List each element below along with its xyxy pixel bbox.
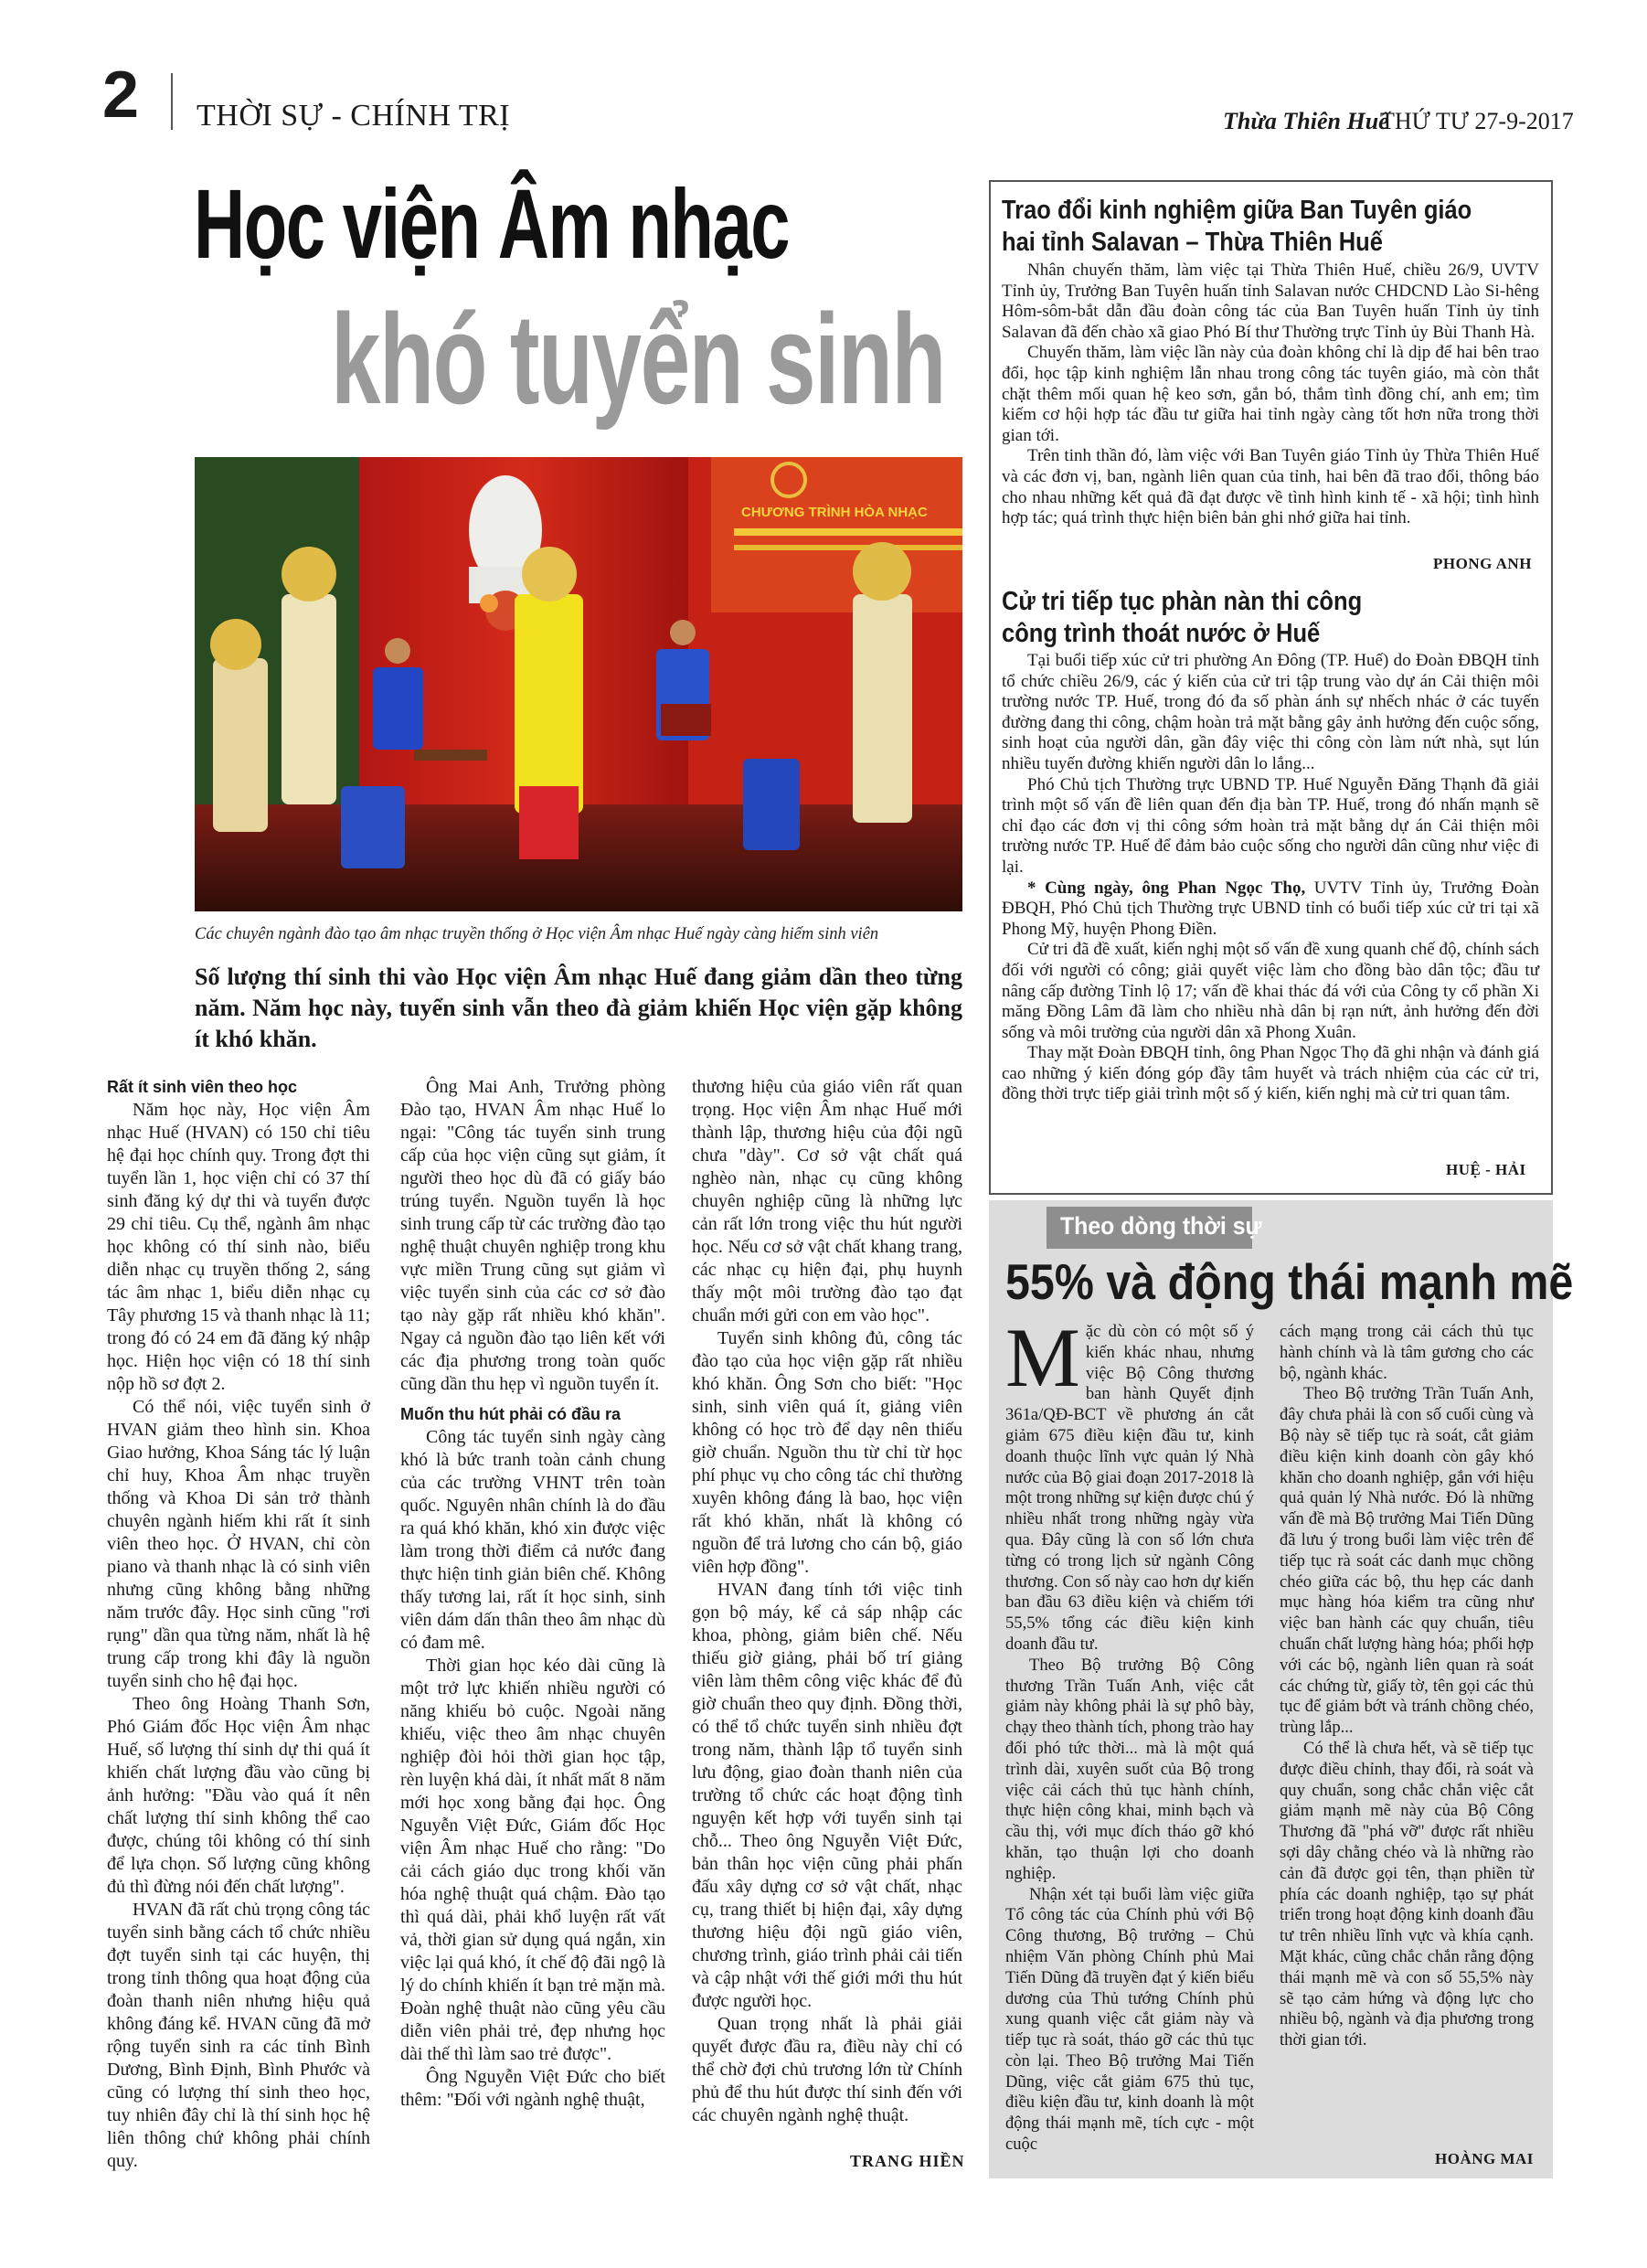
article-column-1 (107, 1076, 370, 2173)
paragraph: HVAN đã rất chủ trọng công tác tuyển sinh bằng cách tổ chức nhiều đợt tuyển sinh tại các huyện, thị trong tỉnh thông qua hoạt động của đoàn thanh niên nhưng hiệu quả không đáng kể. HVAN cũng đã mở rộng tuyển sinh ra các tỉnh Bình Dương, Bình Định, Bình Phước và cũng có lượng thí sinh theo học, tuy nhiên đây chỉ là thí sinh học hệ liên thông chứ không phải chính quy. (107, 1900, 370, 2171)
paragraph: Nhận xét tại buổi làm việc giữa Tổ công tác của Chính phủ với Bộ Công thương, Bộ trưởng – Chủ nhiệm Văn phòng Chính phủ Mai Tiến Dũng đã truyền đạt ý kiến biểu dương của Thủ tướng Chính phủ xung quanh việc cắt giảm này và tiếp tục rà soát, tháo gỡ các thủ tục còn lại. Theo Bộ trưởng Mai Tiến Dũng, việc cắt giảm 675 thủ tục, điều kiện đầu tư, kinh doanh là một động thái mạnh mẽ, tích cực - một cuộc (1005, 1884, 1254, 2155)
paragraph: Cử tri đã đề xuất, kiến nghị một số vấn đề xung quanh chế độ, chính sách đối với người có công; giải quyết việc làm cho đồng bào dân tộc; đầu tư nâng cấp đường Tỉnh lộ 17; vấn đề khai thác đá với của Công ty cổ phần Xi măng Đồng Lâm đã làm cho nhiều nhà dân bị rạn nứt, ảnh hưởng đến đời sống và môi trường của người dân xã Phong Xuân. (1002, 940, 1539, 1042)
commentary-label: Theo dòng thời sự (1060, 1212, 1262, 1240)
commentary-title: 55% và động thái mạnh mẽ (1005, 1253, 1574, 1310)
paragraph-rest: UVTV Tỉnh ủy, Trưởng Đoàn ĐBQH, Phó Chủ tịch Thường trực UBND tỉnh có buổi tiếp xúc cử tri tại xã Phong Mỹ, huyện Phong Điền. (1002, 878, 1539, 939)
article-column-2 (400, 1076, 665, 2112)
news-1-title (1002, 195, 1472, 259)
paragraph: Ông Mai Anh, Trưởng phòng Đào tạo, HVAN Âm nhạc Huế lo ngại: "Công tác tuyển sinh trung cấp của học viện cũng sụt giảm, ít người theo học dù đã có giấy báo trúng tuyển. Nguồn tuyển là học sinh trung cấp từ các trường đào tạo nghệ thuật chuyên nghiệp trong khu vực miền Trung cũng sụt giảm vì việc tuyển sinh của các cơ sở đào tạo này gặp rất nhiều khó khăn". Ngay cả nguồn đào tạo liên kết với các địa phương trong toàn quốc cũng dần thu hẹp vì nguồn tuyển ít. (400, 1077, 665, 1394)
commentary-author: HOÀNG MAI (1435, 2150, 1534, 2167)
paragraph: Theo Bộ trưởng Trần Tuấn Anh, đây chưa phải là con số cuối cùng và Bộ này sẽ tiếp tục rà soát, cắt giảm điều kiện kinh doanh còn gây khó khăn cho doanh nghiệp, gắn với hiệu quả quản lý Nhà nước. Đó là những vấn đề mà Bộ trưởng Mai Tiến Dũng đã lưu ý trong buổi làm việc trên để tiếp tục rà soát các danh mục chồng chéo giữa các bộ, thu hẹp các danh mục hàng hóa kiểm tra cũng như việc ban hành các quy chuẩn, tiêu chuẩn chất lượng hàng hóa; phối hợp với các bộ, ngành liên quan rà soát các chứng từ, giấy tờ, tên gọi các thủ tục để giảm bớt và tránh chồng chéo, trùng lắp... (1280, 1384, 1534, 1738)
paragraph: Thời gian học kéo dài cũng là một trở lực khiến nhiều người có năng khiếu bỏ cuộc. Ngoài năng khiếu, việc theo âm nhạc chuyên nghiệp đòi hỏi thời gian học tập, rèn luyện khá dài, ít nhất mất 8 năm mới học xong bằng đại học. Ông Nguyễn Việt Đức, Giám đốc Học viện Âm nhạc Huế cho rằng: "Do cải cách giáo dục trong khối văn hóa nghệ thuật quá chậm. Đào tạo thì quá dài, phải khổ luyện rất vất vả, thời gian sử dụng quá ngắn, xin việc lại quá khó, ít chế độ đãi ngộ là lý do chính khiến ít bạn trẻ mặn mà. Đoàn nghệ thuật nào cũng yêu cầu diễn viên phải trẻ, đẹp nhưng học dài thế thì làm sao trẻ được". (400, 1656, 665, 2064)
commentary-column-2 (1280, 1322, 1534, 2051)
paragraph: Công tác tuyển sinh ngày càng khó là bức tranh toàn cảnh chung của các trường VHNT trên toàn quốc. Nguyên nhân chính là do đầu ra quá khó khăn, khó xin được việc làm trong thời điểm cả nước đang thực hiện tinh giản biên chế. Không thấy tương lai, rất ít học sinh, sinh viên dám dấn thân theo âm nhạc dù có đam mê. (400, 1427, 665, 1653)
article-photo (195, 457, 962, 911)
paragraph (1002, 878, 1539, 941)
bold-lead-in: * Cùng ngày, ông Phan Ngọc Thọ, (1027, 878, 1306, 898)
news-2-author: HUỆ - HẢI (1446, 1161, 1526, 1178)
paragraph: ặc dù còn có một số ý kiến khác nhau, nhưng việc Bộ Công thương ban hành Quyết định 361a/QĐ-BCT về phương án cắt giảm 675 điều kiện đầu tư, kinh doanh thuộc lĩnh vực quản lý Nhà nước của Bộ giai đoạn 2017-2018 là một trong những sự kiện được chú ý nhiều nhất trong những ngày vừa qua. Đây cũng là con số lớn chưa từng có trong lịch sử ngành Công thương. Con số này cao hơn dự kiến ban đầu 63 điều kiện và chiếm tới 55,5% tổng các điều kiện kinh doanh đầu tư. (1005, 1322, 1254, 1654)
paragraph: Có thể là chưa hết, và sẽ tiếp tục được điều chỉnh, thay đổi, rà soát và quy chuẩn, song chắc chắn việc cắt giảm mạnh mẽ này của Bộ Công Thương đã "phá vỡ" được rất nhiều sợi dây chằng chéo và là những rào cản đã được gọi tên, thạn phiền từ phía các doanh nghiệp, tạo sự phát triển trong hoạt động kinh doanh đầu tư trên nhiều lĩnh vực và khía cạnh. Mặt khác, cũng chắc chắn rằng động thái mạnh mẽ và con số 55,5% này sẽ tạo cảm hứng và động lực cho nhiều bộ, ngành và địa phương trong thời gian tới. (1280, 1738, 1534, 2050)
page-number: 2 (102, 59, 140, 132)
drop-cap: M (1005, 1311, 1080, 1404)
news-2-title-line-2: công trình thoát nước ở Huế (1002, 619, 1321, 648)
paragraph: Năm học này, Học viện Âm nhạc Huế (HVAN) có 150 chỉ tiêu hệ đại học chính quy. Trong đợt thi tuyển lần 1, học viện chỉ có 37 thí sinh đăng ký dự thi và tuyển được 29 chỉ tiêu. Cụ thể, ngành âm nhạc học không có thí sinh nào, biểu diễn nhạc cụ truyền thống 2, sáng tác âm nhạc 1, biểu diễn nhạc cụ Tây phương 15 và thanh nhạc là 11; trong đó có 24 em đã đăng ký nhập học. Hiện học viện có 18 thí sinh nộp hồ sơ đợt 2. (107, 1100, 370, 1394)
subheading: Rất ít sinh viên theo học (107, 1078, 298, 1096)
newspaper-name: Thừa Thiên Huế (1223, 108, 1389, 134)
headline-line-2: khó tuyển sinh (331, 287, 945, 431)
news-1-body (1002, 261, 1539, 529)
news-2-body (1002, 651, 1539, 1105)
news-2-title-line-1: Cử tri tiếp tục phàn nàn thi công (1002, 587, 1363, 616)
paragraph: Quan trọng nhất là phải giải quyết được đầu ra, điều này chỉ có thể chờ đợi chủ trương lớn từ Chính phủ để thu hút được thí sinh đến với các chuyên ngành nghệ thuật. (692, 2014, 962, 2125)
subheading: Muốn thu hút phải có đầu ra (400, 1405, 621, 1423)
paragraph: Trên tinh thần đó, làm việc với Ban Tuyên giáo Tỉnh ủy Thừa Thiên Huế và các đơn vị, ban, ngành liên quan của tỉnh, hai bên đã trao đổi, thông báo cho nhau những kết quả đã đạt được về tình hình kinh tế - xã hội; tình hình hợp tác; quá trình thực hiện biên bản ghi nhớ giữa hai tỉnh. (1002, 446, 1539, 528)
photo-caption: Các chuyên ngành đào tạo âm nhạc truyền thống ở Học viện Âm nhạc Huế ngày càng hiếm sinh viên (195, 925, 879, 943)
photo-banner-text: CHƯƠNG TRÌNH HÒA NHẠC (741, 505, 928, 520)
paragraph: Thay mặt Đoàn ĐBQH tỉnh, ông Phan Ngọc Thọ đã ghi nhận và đánh giá cao những ý kiến đóng góp đầy tâm huyết và trách nhiệm của các cử tri, đồng thời trực tiếp giải trình một số ý kiến, kiến nghị mà cử tri quan tâm. (1002, 1043, 1539, 1104)
headline-line-1: Học viện Âm nhạc (194, 168, 790, 279)
paragraph: Tuyển sinh không đủ, công tác đào tạo của học viện gặp rất nhiều khó khăn. Ông Sơn cho biết: "Học sinh, sinh viên quá ít, giảng viên không có học trò để dạy nên thiếu giờ chuẩn. Nguồn thu từ chỉ từ học phí phục vụ cho công tác chỉ thường xuyên không đáng là bao, học viện rất khó khăn, nhất là không có nguồn để trả lương cho cán bộ, giáo viên hợp đồng". (692, 1328, 962, 1577)
paragraph: Tại buổi tiếp xúc cử tri phường An Đông (TP. Huế) do Đoàn ĐBQH tỉnh tổ chức chiều 26/9, các ý kiến của cử tri tập trung vào dự án Cải thiện môi trường nước TP. Huế, trong đó đa số phàn ánh sự nhếch nhác ở các tuyến đường đang thi công, chậm hoàn trả mặt bằng gây ảnh hưởng đến cuộc sống, sinh hoạt của người dân, gần đây việc thi công còn làm nứt nhà, sụt lún nhiều tuyến đường khiến người dân lo lắng... (1002, 651, 1539, 773)
news-1-title-line-2: hai tỉnh Salavan – Thừa Thiên Huế (1002, 228, 1383, 257)
paragraph: thương hiệu của giáo viên rất quan trọng. Học viện Âm nhạc Huế mới thành lập, thương hiệu của đội ngũ chưa "dày". Cơ sở vật chất quá nghèo nàn, nhạc cụ cũng không chuyên nghiệp cũng là những lực cản rất lớn trong việc thu hút người học. Nếu cơ sở vật chất khang trang, các nhạc cụ hiện đại, phụ huynh thấy một môi trường đào tạo đạt chuẩn mới gửi con em vào học". (692, 1077, 962, 1326)
article-author: TRANG HIỀN (850, 2152, 965, 2170)
paragraph: HVAN đang tính tới việc tinh gọn bộ máy, kể cả sáp nhập các khoa, phòng, giảm biên chế. Nếu thiếu giờ giảng, phải bố trí giảng viên làm thêm công việc khác để đủ giờ chuẩn theo quy định. Đồng thời, có thể tổ chức tuyển sinh nhiều đợt trong năm, thành lập tổ tuyển sinh lưu động, giao đoàn thanh niên của trường tổ chức các hoạt động tình nguyện kết hợp với tuyển sinh tại chỗ... Theo ông Nguyễn Việt Đức, bản thân học viện cũng phải phấn đấu xây dựng cơ sở vật chất, nhạc cụ, trang thiết bị hiện đại, xây dựng thương hiệu đội ngũ giáo viên, chương trình, giáo trình phải cải tiến và cập nhật với thế giới mới thu hút được người học. (692, 1580, 962, 2011)
concert-photo-illustration (195, 457, 962, 911)
paragraph: Nhân chuyến thăm, làm việc tại Thừa Thiên Huế, chiều 26/9, UVTV Tỉnh ủy, Trưởng Ban Tuyên huấn tỉnh Salavan nước CHDCND Lào Si-hêng Hôm-sôm-bắt dẫn đầu đoàn công tác của Ban Tuyên huấn Tỉnh ủy tỉnh Salavan đã đến chào xã giao Phó Bí thư Thường trực Tỉnh ủy Bùi Thanh Hà. (1002, 261, 1539, 342)
news-1-title-line-1: Trao đổi kinh nghiệm giữa Ban Tuyên giáo (1002, 196, 1472, 225)
paragraph: Chuyến thăm, làm việc lần này của đoàn không chỉ là dịp để hai bên trao đổi, học tập kinh nghiệm lẫn nhau trong công tác tuyên giáo, mà còn thắt chặt thêm mối quan hệ keo sơn, gắn bó, thắm tình đồng chí, anh em; tìm kiếm cơ hội hợp tác đầu tư giữa hai tỉnh ngày càng tốt hơn nữa trong thời gian tới. (1002, 343, 1539, 445)
news-2-title (1002, 586, 1362, 650)
paragraph: Có thể nói, việc tuyển sinh ở HVAN giảm theo hình sin. Khoa Giao hưởng, Khoa Sáng tác lý luận chỉ huy, Khoa Âm nhạc truyền thống và Khoa Di sản trở thành chuyên ngành hiếm khi rất ít sinh viên theo học. Ở HVAN, chỉ còn piano và thanh nhạc là có sinh viên nhưng cũng không bằng những năm trước đây. Học sinh cũng "rơi rụng" dần qua từng năm, nhất là hệ trung cấp trong khi đây là nguồn tuyển sinh cho hệ đại học. (107, 1397, 370, 1691)
issue-date: THỨ TƯ 27-9-2017 (1380, 108, 1574, 134)
paragraph: Theo ông Hoàng Thanh Sơn, Phó Giám đốc Học viện Âm nhạc Huế, số lượng thí sinh dự thi quá ít khiến chất lượng đầu vào cũng bị ảnh hưởng: "Đầu vào quá ít nên chất lượng thí sinh không thể cao được, chúng tôi không có thí sinh để lựa chọn. Số lượng cũng không đủ thì đừng nói đến chất lượng". (107, 1694, 370, 1897)
section-name: THỜI SỰ - CHÍNH TRỊ (197, 99, 511, 133)
paragraph: Phó Chủ tịch Thường trực UBND TP. Huế Nguyễn Đăng Thạnh đã giải trình một số vấn đề liên quan đến địa bàn TP. Huế, trong đó nhấn mạnh sẽ chỉ đạo các đơn vị thi công sớm hoàn trả mặt bằng dự án Cải thiện môi trường nước TP. Huế để đảm bảo cuộc sống cho người dân cũng như việc đi lại. (1002, 774, 1539, 877)
commentary-column-1 (1005, 1311, 1254, 2156)
article-column-3 (692, 1076, 962, 2127)
paragraph: Theo Bộ trưởng Bộ Công thương Trần Tuấn Anh, việc cắt giảm này không phải là sự phô bày, chạy theo thành tích, phong trào hay đối phó tức thời... mà là một quá trình dài, xuyên suốt của Bộ trong việc cải cách thủ tục hành chính, thực hiện công khai, minh bạch và cầu thị, với mục đích tháo gỡ khó khăn, tạo thuận lợi cho doanh nghiệp. (1005, 1655, 1254, 1883)
header-divider (171, 73, 173, 130)
paragraph: Ông Nguyễn Việt Đức cho biết thêm: "Đối với ngành nghệ thuật, (400, 2067, 665, 2110)
news-1-author: PHONG ANH (1433, 555, 1532, 572)
article-lead: Số lượng thí sinh thi vào Học viện Âm nhạc Huế đang giảm dần theo từng năm. Năm học này, tuyển sinh vẫn theo đà giảm khiến Học viện gặp không ít khó khăn. (195, 964, 962, 1052)
paragraph: cách mạng trong cải cách thủ tục hành chính và là tâm gương cho các bộ, ngành khác. (1280, 1322, 1534, 1383)
